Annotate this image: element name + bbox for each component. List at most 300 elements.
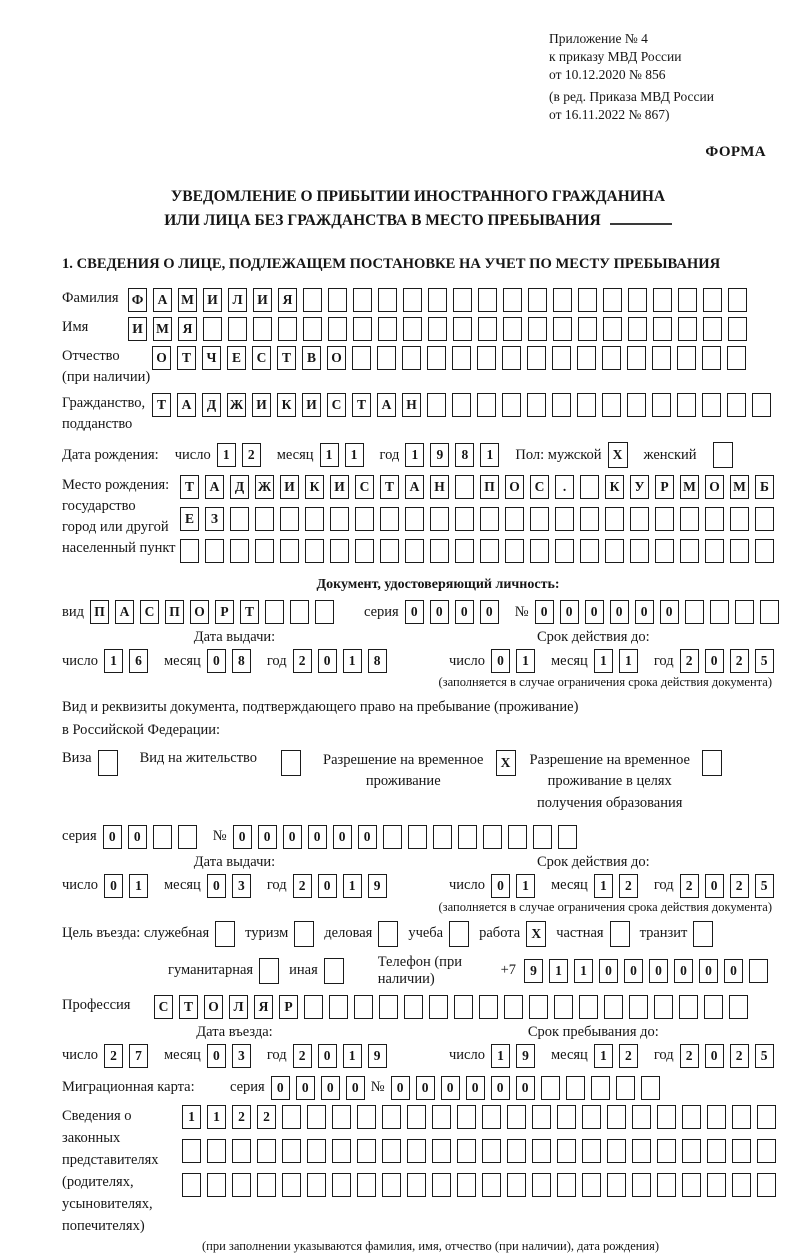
- char-cell[interactable]: [527, 393, 546, 417]
- char-cell[interactable]: Н: [402, 393, 421, 417]
- char-cell[interactable]: Т: [180, 475, 199, 499]
- char-cell[interactable]: [332, 1105, 351, 1129]
- char-cell[interactable]: [153, 825, 172, 849]
- char-cell[interactable]: [405, 507, 424, 531]
- char-cell[interactable]: [760, 600, 779, 624]
- char-cell[interactable]: [707, 1173, 726, 1197]
- char-cell[interactable]: [502, 393, 521, 417]
- char-cell[interactable]: 0: [705, 1044, 724, 1068]
- char-cell[interactable]: [677, 346, 696, 370]
- char-cell[interactable]: [582, 1139, 601, 1163]
- char-cell[interactable]: [530, 507, 549, 531]
- char-cell[interactable]: О: [204, 995, 223, 1019]
- birthplace-cells-row1[interactable]: [180, 475, 780, 499]
- char-cell[interactable]: 0: [560, 600, 579, 624]
- char-cell[interactable]: [579, 995, 598, 1019]
- char-cell[interactable]: [533, 825, 552, 849]
- birth-day-cells[interactable]: [217, 443, 267, 467]
- char-cell[interactable]: [730, 539, 749, 563]
- char-cell[interactable]: 8: [455, 443, 474, 467]
- char-cell[interactable]: А: [115, 600, 134, 624]
- char-cell[interactable]: [591, 1076, 610, 1100]
- char-cell[interactable]: [352, 346, 371, 370]
- char-cell[interactable]: [530, 539, 549, 563]
- migration-number-cells[interactable]: [391, 1076, 666, 1100]
- char-cell[interactable]: [655, 539, 674, 563]
- char-cell[interactable]: 1: [516, 649, 535, 673]
- char-cell[interactable]: [455, 539, 474, 563]
- representatives-cells-row2[interactable]: [182, 1139, 782, 1163]
- char-cell[interactable]: [657, 1173, 676, 1197]
- char-cell[interactable]: [603, 317, 622, 341]
- char-cell[interactable]: [180, 539, 199, 563]
- char-cell[interactable]: [679, 995, 698, 1019]
- char-cell[interactable]: 0: [346, 1076, 365, 1100]
- char-cell[interactable]: 0: [610, 600, 629, 624]
- char-cell[interactable]: Ж: [255, 475, 274, 499]
- char-cell[interactable]: [654, 995, 673, 1019]
- doc-number-cells[interactable]: [535, 600, 785, 624]
- char-cell[interactable]: [329, 995, 348, 1019]
- migration-series-cells[interactable]: [271, 1076, 371, 1100]
- representatives-cells-row1[interactable]: [182, 1105, 782, 1129]
- permit-issue-year-cells[interactable]: [293, 874, 393, 898]
- char-cell[interactable]: К: [605, 475, 624, 499]
- char-cell[interactable]: [328, 288, 347, 312]
- char-cell[interactable]: [653, 288, 672, 312]
- char-cell[interactable]: [280, 539, 299, 563]
- doc-series-cells[interactable]: [405, 600, 505, 624]
- char-cell[interactable]: [433, 825, 452, 849]
- char-cell[interactable]: [682, 1139, 701, 1163]
- char-cell[interactable]: [607, 1139, 626, 1163]
- char-cell[interactable]: [629, 995, 648, 1019]
- char-cell[interactable]: Д: [230, 475, 249, 499]
- char-cell[interactable]: [553, 317, 572, 341]
- char-cell[interactable]: [529, 995, 548, 1019]
- char-cell[interactable]: 1: [594, 649, 613, 673]
- char-cell[interactable]: 2: [730, 874, 749, 898]
- char-cell[interactable]: [655, 507, 674, 531]
- char-cell[interactable]: 1: [491, 1044, 510, 1068]
- char-cell[interactable]: [680, 507, 699, 531]
- char-cell[interactable]: П: [480, 475, 499, 499]
- char-cell[interactable]: 2: [730, 649, 749, 673]
- char-cell[interactable]: [652, 346, 671, 370]
- char-cell[interactable]: [602, 393, 621, 417]
- char-cell[interactable]: [307, 1173, 326, 1197]
- char-cell[interactable]: [405, 539, 424, 563]
- char-cell[interactable]: [290, 600, 309, 624]
- char-cell[interactable]: И: [330, 475, 349, 499]
- temp-residence-checkbox[interactable]: X: [496, 750, 516, 776]
- char-cell[interactable]: 0: [441, 1076, 460, 1100]
- char-cell[interactable]: М: [178, 288, 197, 312]
- char-cell[interactable]: [282, 1105, 301, 1129]
- char-cell[interactable]: 0: [296, 1076, 315, 1100]
- char-cell[interactable]: [332, 1173, 351, 1197]
- char-cell[interactable]: [382, 1173, 401, 1197]
- char-cell[interactable]: [402, 346, 421, 370]
- char-cell[interactable]: П: [90, 600, 109, 624]
- char-cell[interactable]: [477, 346, 496, 370]
- stay-day-cells[interactable]: [491, 1044, 541, 1068]
- char-cell[interactable]: [602, 346, 621, 370]
- char-cell[interactable]: 0: [416, 1076, 435, 1100]
- doc-issue-day-cells[interactable]: [104, 649, 154, 673]
- char-cell[interactable]: И: [203, 288, 222, 312]
- char-cell[interactable]: 0: [491, 874, 510, 898]
- purpose-transit-checkbox[interactable]: [693, 921, 713, 947]
- char-cell[interactable]: 0: [491, 1076, 510, 1100]
- char-cell[interactable]: [378, 317, 397, 341]
- char-cell[interactable]: [707, 1105, 726, 1129]
- char-cell[interactable]: 0: [333, 825, 352, 849]
- char-cell[interactable]: [355, 507, 374, 531]
- char-cell[interactable]: Я: [278, 288, 297, 312]
- char-cell[interactable]: [555, 507, 574, 531]
- char-cell[interactable]: К: [277, 393, 296, 417]
- char-cell[interactable]: [282, 1173, 301, 1197]
- char-cell[interactable]: [307, 1105, 326, 1129]
- char-cell[interactable]: [580, 507, 599, 531]
- char-cell[interactable]: [732, 1173, 751, 1197]
- char-cell[interactable]: Ч: [202, 346, 221, 370]
- char-cell[interactable]: [653, 317, 672, 341]
- char-cell[interactable]: 0: [321, 1076, 340, 1100]
- char-cell[interactable]: А: [205, 475, 224, 499]
- char-cell[interactable]: М: [153, 317, 172, 341]
- permit-number-cells[interactable]: [233, 825, 583, 849]
- char-cell[interactable]: [457, 1173, 476, 1197]
- char-cell[interactable]: [382, 1105, 401, 1129]
- entry-year-cells[interactable]: [293, 1044, 393, 1068]
- char-cell[interactable]: 9: [430, 443, 449, 467]
- char-cell[interactable]: [482, 1139, 501, 1163]
- char-cell[interactable]: [702, 393, 721, 417]
- char-cell[interactable]: А: [177, 393, 196, 417]
- char-cell[interactable]: [207, 1173, 226, 1197]
- char-cell[interactable]: 0: [585, 600, 604, 624]
- char-cell[interactable]: [355, 539, 374, 563]
- char-cell[interactable]: [257, 1173, 276, 1197]
- birthplace-cells-row3[interactable]: [180, 539, 780, 563]
- char-cell[interactable]: 3: [232, 874, 251, 898]
- doc-valid-month-cells[interactable]: [594, 649, 644, 673]
- char-cell[interactable]: 2: [293, 649, 312, 673]
- char-cell[interactable]: С: [327, 393, 346, 417]
- char-cell[interactable]: 2: [730, 1044, 749, 1068]
- char-cell[interactable]: [458, 825, 477, 849]
- male-checkbox[interactable]: X: [608, 442, 628, 468]
- char-cell[interactable]: К: [305, 475, 324, 499]
- char-cell[interactable]: [407, 1139, 426, 1163]
- temp-residence-edu-checkbox[interactable]: [702, 750, 722, 776]
- char-cell[interactable]: [228, 317, 247, 341]
- char-cell[interactable]: [357, 1105, 376, 1129]
- char-cell[interactable]: [453, 288, 472, 312]
- char-cell[interactable]: [552, 393, 571, 417]
- char-cell[interactable]: [628, 288, 647, 312]
- char-cell[interactable]: [383, 825, 402, 849]
- char-cell[interactable]: [532, 1105, 551, 1129]
- char-cell[interactable]: 0: [491, 649, 510, 673]
- char-cell[interactable]: 0: [258, 825, 277, 849]
- char-cell[interactable]: [404, 995, 423, 1019]
- char-cell[interactable]: 1: [343, 649, 362, 673]
- char-cell[interactable]: [552, 346, 571, 370]
- char-cell[interactable]: Б: [755, 475, 774, 499]
- char-cell[interactable]: .: [555, 475, 574, 499]
- char-cell[interactable]: [503, 288, 522, 312]
- entry-day-cells[interactable]: [104, 1044, 154, 1068]
- char-cell[interactable]: [553, 288, 572, 312]
- char-cell[interactable]: 1: [343, 874, 362, 898]
- char-cell[interactable]: 0: [430, 600, 449, 624]
- char-cell[interactable]: 0: [480, 600, 499, 624]
- char-cell[interactable]: 1: [320, 443, 339, 467]
- char-cell[interactable]: А: [153, 288, 172, 312]
- char-cell[interactable]: 0: [624, 959, 643, 983]
- char-cell[interactable]: [255, 507, 274, 531]
- char-cell[interactable]: И: [252, 393, 271, 417]
- char-cell[interactable]: [477, 393, 496, 417]
- char-cell[interactable]: [705, 539, 724, 563]
- char-cell[interactable]: [582, 1173, 601, 1197]
- birth-year-cells[interactable]: [405, 443, 505, 467]
- char-cell[interactable]: 6: [129, 649, 148, 673]
- char-cell[interactable]: 0: [405, 600, 424, 624]
- char-cell[interactable]: [730, 507, 749, 531]
- char-cell[interactable]: [380, 507, 399, 531]
- char-cell[interactable]: [628, 317, 647, 341]
- char-cell[interactable]: [430, 507, 449, 531]
- char-cell[interactable]: [455, 507, 474, 531]
- char-cell[interactable]: Р: [655, 475, 674, 499]
- char-cell[interactable]: [478, 317, 497, 341]
- char-cell[interactable]: Т: [352, 393, 371, 417]
- char-cell[interactable]: 2: [619, 1044, 638, 1068]
- char-cell[interactable]: [503, 317, 522, 341]
- char-cell[interactable]: [457, 1105, 476, 1129]
- char-cell[interactable]: [680, 539, 699, 563]
- profession-cells[interactable]: [154, 995, 754, 1019]
- stay-year-cells[interactable]: [680, 1044, 780, 1068]
- char-cell[interactable]: [280, 507, 299, 531]
- char-cell[interactable]: 0: [660, 600, 679, 624]
- char-cell[interactable]: [632, 1105, 651, 1129]
- char-cell[interactable]: [403, 288, 422, 312]
- char-cell[interactable]: А: [405, 475, 424, 499]
- birth-month-cells[interactable]: [320, 443, 370, 467]
- char-cell[interactable]: 2: [619, 874, 638, 898]
- char-cell[interactable]: [427, 393, 446, 417]
- char-cell[interactable]: 1: [574, 959, 593, 983]
- char-cell[interactable]: [682, 1173, 701, 1197]
- char-cell[interactable]: [710, 600, 729, 624]
- char-cell[interactable]: [630, 507, 649, 531]
- char-cell[interactable]: [453, 317, 472, 341]
- char-cell[interactable]: [657, 1105, 676, 1129]
- char-cell[interactable]: 8: [368, 649, 387, 673]
- char-cell[interactable]: О: [705, 475, 724, 499]
- char-cell[interactable]: [507, 1139, 526, 1163]
- char-cell[interactable]: 1: [594, 874, 613, 898]
- char-cell[interactable]: [330, 507, 349, 531]
- char-cell[interactable]: [532, 1139, 551, 1163]
- char-cell[interactable]: 9: [368, 874, 387, 898]
- char-cell[interactable]: [454, 995, 473, 1019]
- char-cell[interactable]: [577, 393, 596, 417]
- char-cell[interactable]: 0: [103, 825, 122, 849]
- char-cell[interactable]: 0: [318, 1044, 337, 1068]
- char-cell[interactable]: [203, 317, 222, 341]
- char-cell[interactable]: 0: [535, 600, 554, 624]
- char-cell[interactable]: Т: [177, 346, 196, 370]
- char-cell[interactable]: 1: [480, 443, 499, 467]
- char-cell[interactable]: [735, 600, 754, 624]
- char-cell[interactable]: 7: [129, 1044, 148, 1068]
- char-cell[interactable]: [532, 1173, 551, 1197]
- char-cell[interactable]: 0: [271, 1076, 290, 1100]
- char-cell[interactable]: 9: [524, 959, 543, 983]
- char-cell[interactable]: [557, 1139, 576, 1163]
- char-cell[interactable]: [408, 825, 427, 849]
- char-cell[interactable]: 2: [680, 874, 699, 898]
- char-cell[interactable]: 1: [549, 959, 568, 983]
- char-cell[interactable]: [427, 346, 446, 370]
- char-cell[interactable]: [755, 539, 774, 563]
- char-cell[interactable]: [357, 1173, 376, 1197]
- char-cell[interactable]: [508, 825, 527, 849]
- char-cell[interactable]: Я: [254, 995, 273, 1019]
- char-cell[interactable]: З: [205, 507, 224, 531]
- char-cell[interactable]: [578, 288, 597, 312]
- purpose-private-checkbox[interactable]: [610, 921, 630, 947]
- char-cell[interactable]: 0: [207, 649, 226, 673]
- char-cell[interactable]: [478, 288, 497, 312]
- citizenship-cells[interactable]: [152, 393, 777, 417]
- char-cell[interactable]: 1: [405, 443, 424, 467]
- char-cell[interactable]: 0: [233, 825, 252, 849]
- char-cell[interactable]: [230, 539, 249, 563]
- char-cell[interactable]: Я: [178, 317, 197, 341]
- char-cell[interactable]: 0: [318, 874, 337, 898]
- char-cell[interactable]: 2: [293, 1044, 312, 1068]
- char-cell[interactable]: [505, 539, 524, 563]
- char-cell[interactable]: [253, 317, 272, 341]
- char-cell[interactable]: [507, 1173, 526, 1197]
- char-cell[interactable]: [630, 539, 649, 563]
- char-cell[interactable]: 0: [358, 825, 377, 849]
- char-cell[interactable]: [627, 346, 646, 370]
- char-cell[interactable]: [354, 995, 373, 1019]
- purpose-humanitarian-checkbox[interactable]: [259, 958, 279, 984]
- char-cell[interactable]: Р: [279, 995, 298, 1019]
- char-cell[interactable]: [182, 1139, 201, 1163]
- char-cell[interactable]: [580, 475, 599, 499]
- char-cell[interactable]: Т: [152, 393, 171, 417]
- char-cell[interactable]: [428, 317, 447, 341]
- char-cell[interactable]: [328, 317, 347, 341]
- permit-series-cells[interactable]: [103, 825, 203, 849]
- char-cell[interactable]: 0: [599, 959, 618, 983]
- given-name-cells[interactable]: [128, 317, 753, 341]
- char-cell[interactable]: В: [302, 346, 321, 370]
- char-cell[interactable]: [429, 995, 448, 1019]
- char-cell[interactable]: Д: [202, 393, 221, 417]
- char-cell[interactable]: [482, 1173, 501, 1197]
- char-cell[interactable]: [703, 317, 722, 341]
- char-cell[interactable]: 0: [455, 600, 474, 624]
- char-cell[interactable]: [278, 317, 297, 341]
- char-cell[interactable]: 0: [318, 649, 337, 673]
- char-cell[interactable]: [757, 1105, 776, 1129]
- phone-cells[interactable]: [524, 959, 774, 983]
- char-cell[interactable]: [380, 539, 399, 563]
- char-cell[interactable]: [732, 1139, 751, 1163]
- char-cell[interactable]: [432, 1105, 451, 1129]
- char-cell[interactable]: 0: [207, 874, 226, 898]
- char-cell[interactable]: С: [154, 995, 173, 1019]
- char-cell[interactable]: 1: [345, 443, 364, 467]
- char-cell[interactable]: [632, 1173, 651, 1197]
- char-cell[interactable]: 1: [343, 1044, 362, 1068]
- entry-month-cells[interactable]: [207, 1044, 257, 1068]
- stay-month-cells[interactable]: [594, 1044, 644, 1068]
- char-cell[interactable]: [432, 1139, 451, 1163]
- purpose-business-checkbox[interactable]: [378, 921, 398, 947]
- char-cell[interactable]: [353, 288, 372, 312]
- char-cell[interactable]: [457, 1139, 476, 1163]
- char-cell[interactable]: [557, 1173, 576, 1197]
- char-cell[interactable]: [554, 995, 573, 1019]
- char-cell[interactable]: 2: [242, 443, 261, 467]
- char-cell[interactable]: [704, 995, 723, 1019]
- char-cell[interactable]: И: [280, 475, 299, 499]
- char-cell[interactable]: Р: [215, 600, 234, 624]
- char-cell[interactable]: 2: [293, 874, 312, 898]
- char-cell[interactable]: 8: [232, 649, 251, 673]
- female-checkbox[interactable]: [713, 442, 733, 468]
- char-cell[interactable]: У: [630, 475, 649, 499]
- char-cell[interactable]: [702, 346, 721, 370]
- char-cell[interactable]: [678, 288, 697, 312]
- char-cell[interactable]: [729, 995, 748, 1019]
- char-cell[interactable]: [282, 1139, 301, 1163]
- char-cell[interactable]: [502, 346, 521, 370]
- char-cell[interactable]: [616, 1076, 635, 1100]
- char-cell[interactable]: 0: [283, 825, 302, 849]
- char-cell[interactable]: [727, 393, 746, 417]
- char-cell[interactable]: [605, 507, 624, 531]
- char-cell[interactable]: 1: [182, 1105, 201, 1129]
- char-cell[interactable]: [382, 1139, 401, 1163]
- char-cell[interactable]: Н: [430, 475, 449, 499]
- char-cell[interactable]: Т: [380, 475, 399, 499]
- char-cell[interactable]: [703, 288, 722, 312]
- char-cell[interactable]: 0: [649, 959, 668, 983]
- doc-valid-day-cells[interactable]: [491, 649, 541, 673]
- char-cell[interactable]: [678, 317, 697, 341]
- char-cell[interactable]: 5: [755, 1044, 774, 1068]
- char-cell[interactable]: [303, 317, 322, 341]
- representatives-cells-row3[interactable]: [182, 1173, 782, 1197]
- char-cell[interactable]: 0: [207, 1044, 226, 1068]
- purpose-official-checkbox[interactable]: [215, 921, 235, 947]
- char-cell[interactable]: С: [252, 346, 271, 370]
- char-cell[interactable]: С: [530, 475, 549, 499]
